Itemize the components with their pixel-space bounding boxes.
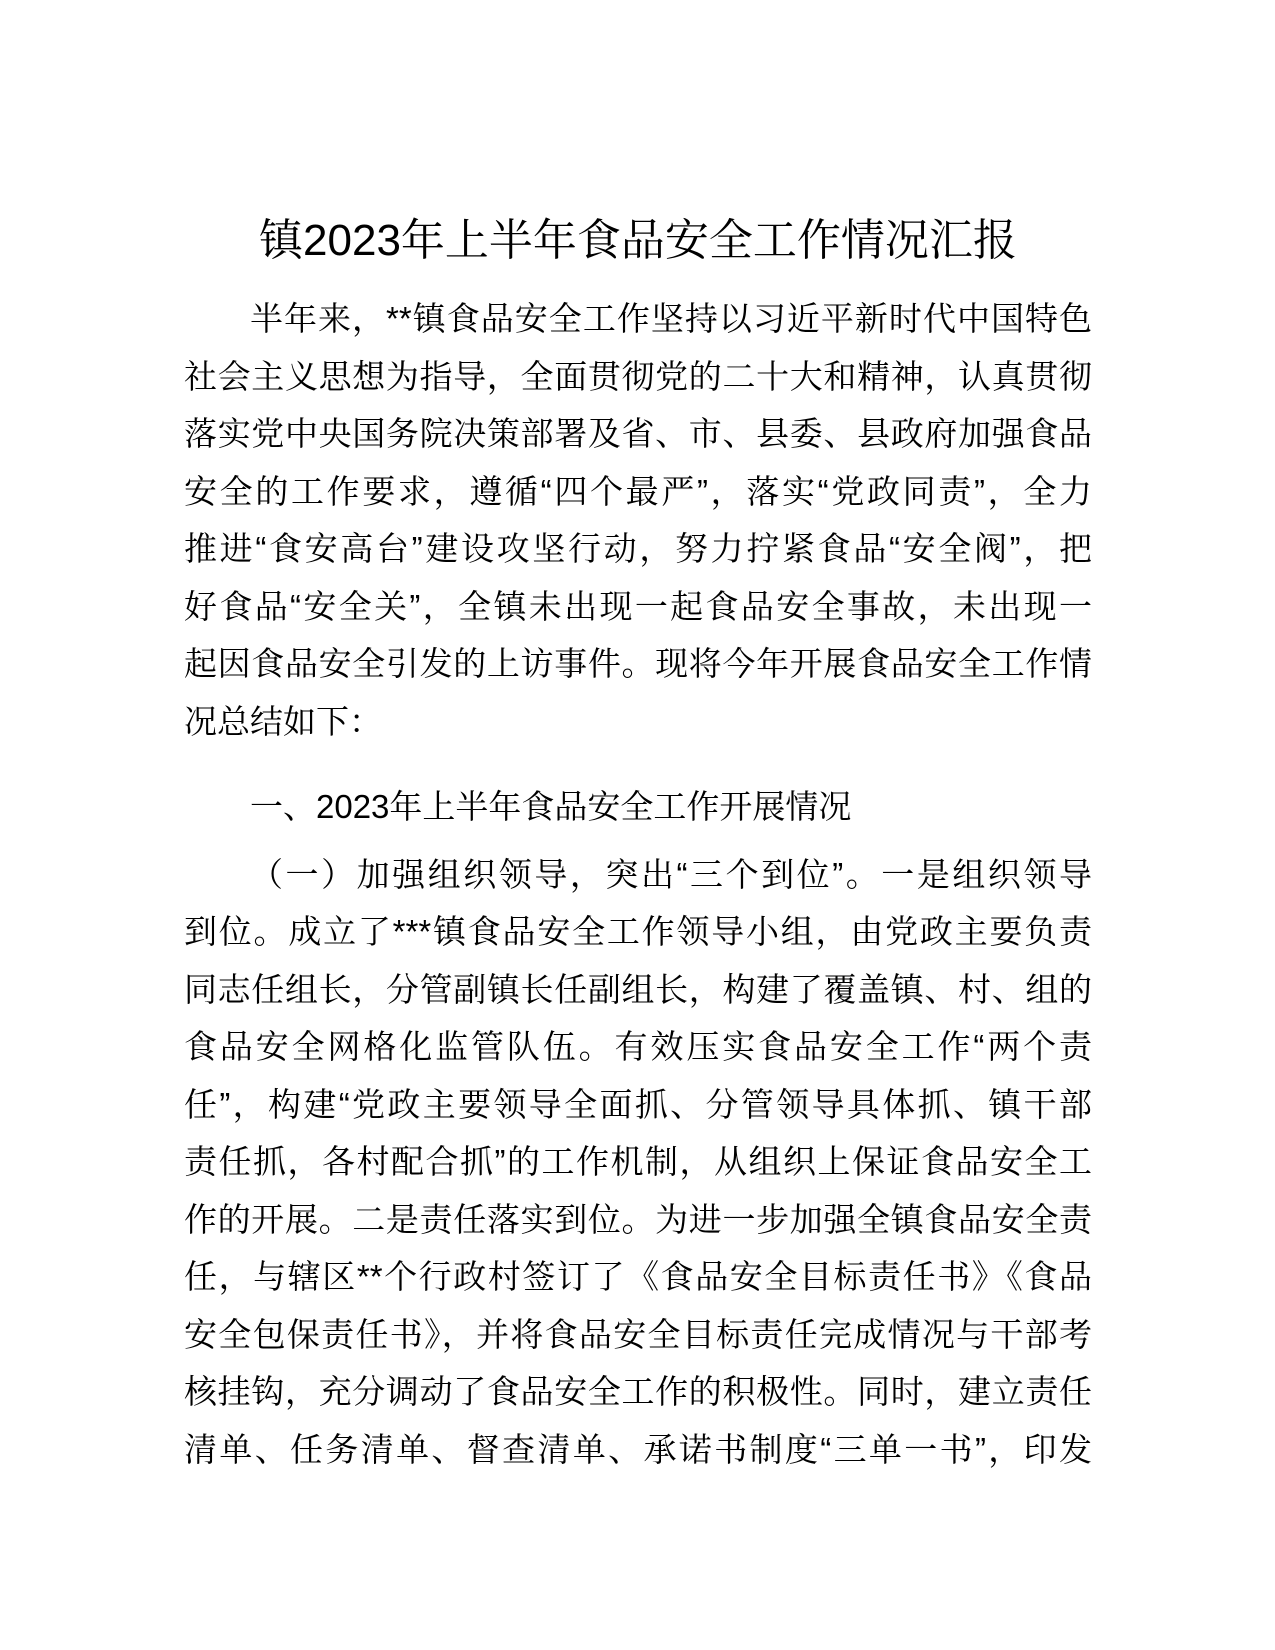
body-line: 安全包保责任书》，并将食品安全目标责任完成情况与干部考 [184, 1315, 1092, 1353]
body-line: 任”，构建“党政主要领导全面抓、分管领导具体抓、镇干部 [184, 1085, 1092, 1123]
body-line: 起因食品安全引发的上访事件。现将今年开展食品安全工作情 [184, 645, 1092, 682]
body-line: 推进“食安高台”建设攻坚行动，努力拧紧食品“安全阀”，把 [184, 530, 1092, 567]
document-body [184, 290, 1092, 1478]
heading-block [184, 778, 1092, 836]
body-line: 况总结如下： [184, 702, 382, 740]
body-line: （一）加强组织领导，突出“三个到位”。一是组织领导 [250, 855, 1092, 893]
body-line: 核挂钩，充分调动了食品安全工作的积极性。同时，建立责任 [184, 1373, 1092, 1410]
body-line: 食品安全网格化监管队伍。有效压实食品安全工作“两个责 [184, 1028, 1092, 1065]
document-title: 镇2023年上半年食品安全工作情况汇报 [259, 216, 1017, 265]
body-line: 半年来，**镇食品安全工作坚持以习近平新时代中国特色 [250, 300, 1092, 337]
body-line: 落实党中央国务院决策部署及省、市、县委、县政府加强食品 [184, 415, 1092, 452]
body-line: 清单、任务清单、督查清单、承诺书制度“三单一书”，印发 [184, 1430, 1092, 1468]
body-line: 同志任组长，分管副镇长任副组长，构建了覆盖镇、村、组的 [184, 970, 1092, 1008]
body-line: 安全的工作要求，遵循“四个最严”，落实“党政同责”，全力 [184, 472, 1092, 510]
body-line: 责任抓，各村配合抓”的工作机制，从组织上保证食品安全工 [184, 1143, 1092, 1180]
body-line: 作的开展。二是责任落实到位。为进一步加强全镇食品安全责 [184, 1200, 1092, 1238]
body-line: 到位。成立了***镇食品安全工作领导小组，由党政主要负责 [184, 913, 1092, 950]
body-line: 社会主义思想为指导，全面贯彻党的二十大和精神，认真贯彻 [184, 357, 1092, 395]
paragraph-block [184, 846, 1092, 1479]
body-line: 任，与辖区**个行政村签订了《食品安全目标责任书》《食品 [184, 1258, 1092, 1295]
paragraph-block [184, 290, 1092, 750]
body-line: 好食品“安全关”，全镇未出现一起食品安全事故，未出现一 [184, 587, 1092, 625]
section-heading: 一、2023年上半年食品安全工作开展情况 [250, 788, 852, 825]
